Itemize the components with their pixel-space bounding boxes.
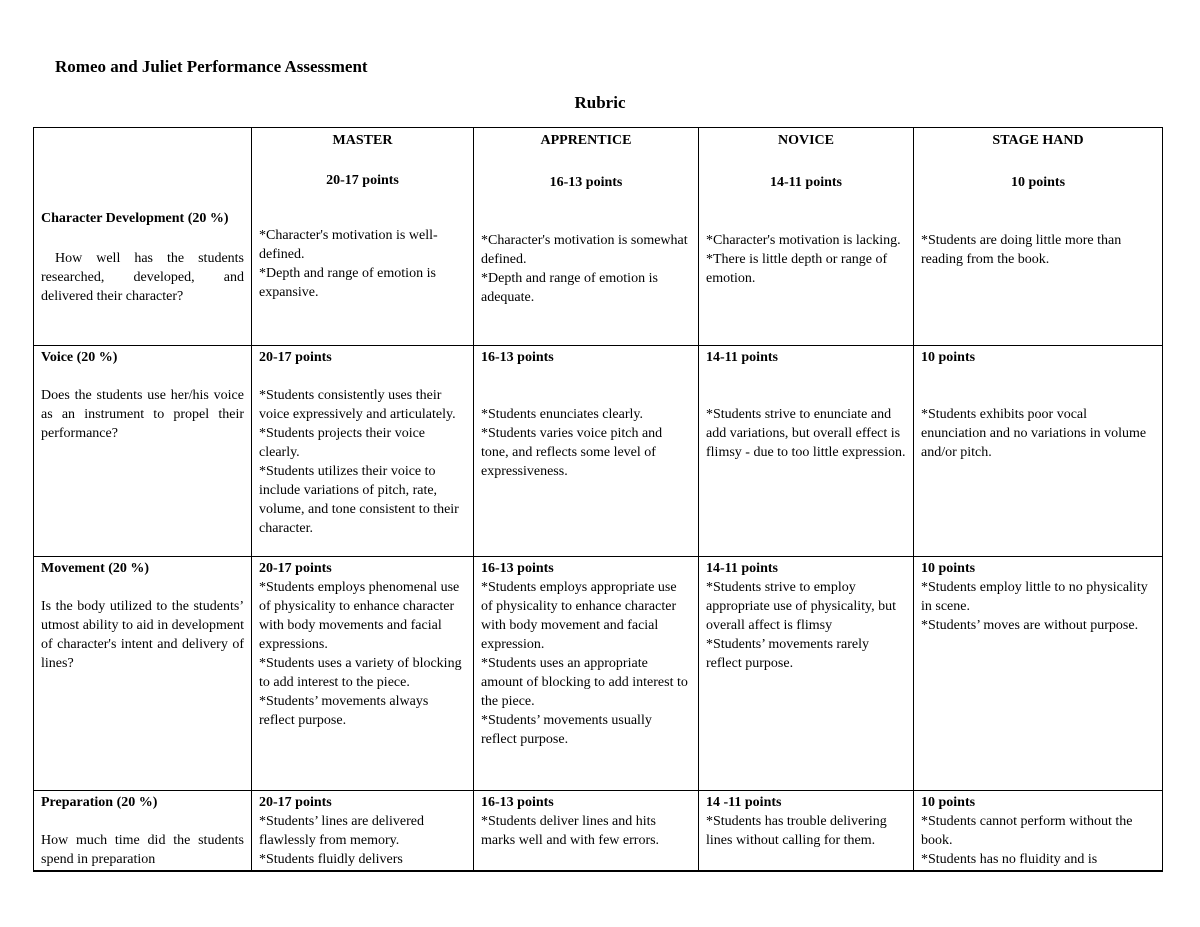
level-cell-novice	[699, 128, 914, 346]
level-points: 10 points	[1010, 175, 1066, 190]
rubric-table	[33, 127, 1163, 872]
cell-points: 16-13 points	[481, 350, 554, 365]
cell-points: 20-17 points	[259, 795, 332, 810]
descriptor: *Students’ movements usually reflect purpose.	[481, 713, 652, 747]
descriptor: *There is little depth or range of emotion.	[706, 252, 888, 286]
criterion-name: Voice (20 %)	[41, 350, 118, 365]
level-cell-apprentice	[474, 128, 699, 346]
cell-points: 20-17 points	[259, 561, 332, 576]
level-name: STAGE HAND	[992, 133, 1084, 148]
descriptor: *Students’ movements rarely reflect purpose.	[706, 637, 870, 671]
criterion-question: Does the students use her/his voice as an instrument to propel their performance?	[41, 388, 244, 441]
descriptor: *Students’ moves are without purpose.	[921, 618, 1139, 633]
descriptor-cell	[474, 791, 699, 871]
criterion-cell	[34, 557, 252, 791]
descriptor: *Character's motivation is well-defined.	[259, 228, 438, 262]
descriptor: *Students exhibits poor vocal enunciation and no variations in volume and/or pitch.	[921, 407, 1147, 460]
level-points: 14-11 points	[770, 175, 842, 190]
criterion-question: How much time did the students spend in preparation	[41, 833, 244, 867]
descriptor: *Character's motivation is lacking.	[706, 233, 901, 248]
criterion-question: Is the body utilized to the students’ utmost ability to aid in development of character's intent and delivery of lines?	[41, 599, 244, 671]
level-name: MASTER	[332, 133, 393, 148]
descriptor: *Students employs appropriate use of physicality to enhance character with body movement and facial expression.	[481, 580, 677, 652]
descriptor-cell	[914, 346, 1163, 557]
cell-points: 16-13 points	[481, 561, 554, 576]
descriptor-cell	[914, 557, 1163, 791]
descriptor: *Students uses a variety of blocking to add interest to the piece.	[259, 656, 462, 690]
descriptor-cell	[914, 791, 1163, 871]
table-row	[34, 557, 1163, 791]
descriptor-cell	[252, 557, 474, 791]
cell-points: 14-11 points	[706, 350, 778, 365]
descriptor: *Students deliver lines and hits marks well and with few errors.	[481, 814, 660, 848]
descriptor: *Students’ lines are delivered flawlessly from memory.	[259, 814, 424, 848]
cell-points: 10 points	[921, 795, 976, 810]
criterion-name: Character Development (20 %)	[41, 211, 229, 226]
table-row	[34, 791, 1163, 871]
cell-points: 10 points	[921, 561, 976, 576]
descriptor-cell	[699, 557, 914, 791]
table-row	[34, 128, 1163, 346]
cell-points: 14 -11 points	[706, 795, 782, 810]
level-name: NOVICE	[777, 133, 834, 148]
descriptor: *Students projects their voice clearly.	[259, 426, 426, 460]
descriptor: *Depth and range of emotion is expansive.	[259, 266, 436, 300]
descriptor-cell	[252, 346, 474, 557]
level-points: 16-13 points	[549, 175, 623, 190]
table-row	[34, 346, 1163, 557]
criterion-name: Preparation (20 %)	[41, 795, 158, 810]
descriptor: *Students varies voice pitch and tone, and reflects some level of expressiveness.	[481, 426, 663, 479]
descriptor: *Students uses an appropriate amount of blocking to add interest to the piece.	[481, 656, 688, 709]
level-name: APPRENTICE	[540, 133, 632, 148]
cell-points: 16-13 points	[481, 795, 554, 810]
descriptor: *Students strive to enunciate and add variations, but overall effect is flimsy - due to too little expression.	[706, 407, 906, 460]
level-cell-stage-hand	[914, 128, 1163, 346]
descriptor: *Students consistently uses their voice expressively and articulately.	[259, 388, 456, 422]
descriptor-cell	[699, 346, 914, 557]
descriptor: *Students enunciates clearly.	[481, 407, 643, 422]
level-cell-master	[252, 128, 474, 346]
descriptor: *Students cannot perform without the book.	[921, 814, 1133, 848]
descriptor-cell	[699, 791, 914, 871]
criterion-cell	[34, 791, 252, 871]
cell-points: 14-11 points	[706, 561, 778, 576]
descriptor-cell	[474, 557, 699, 791]
descriptor: *Students utilizes their voice to include variations of pitch, rate, volume, and tone consistent to their character.	[259, 464, 459, 536]
level-points: 20-17 points	[326, 173, 399, 188]
criterion-cell	[34, 128, 252, 346]
descriptor: *Students has trouble delivering lines without calling for them.	[706, 814, 887, 848]
descriptor: *Students strive to employ appropriate use of physicality, but overall affect is flimsy	[706, 580, 896, 633]
descriptor-cell	[474, 346, 699, 557]
document-title: Romeo and Juliet Performance Assessment	[55, 57, 368, 76]
descriptor: *Students fluidly delivers	[259, 852, 403, 867]
descriptor: *Character's motivation is somewhat defined.	[481, 233, 688, 267]
criterion-cell	[34, 346, 252, 557]
descriptor-cell	[252, 791, 474, 871]
rubric-heading: Rubric	[574, 93, 626, 112]
criterion-question: How well has the students researched, developed, and delivered their character?	[41, 251, 244, 304]
descriptor: *Students are doing little more than reading from the book.	[921, 233, 1122, 267]
descriptor: *Depth and range of emotion is adequate.	[481, 271, 658, 305]
descriptor: *Students employ little to no physicality in scene.	[921, 580, 1148, 614]
descriptor: *Students employs phenomenal use of physicality to enhance character with body movements and facial expressions.	[259, 580, 460, 652]
descriptor: *Students’ movements always reflect purpose.	[259, 694, 429, 728]
criterion-name: Movement (20 %)	[41, 561, 150, 576]
cell-points: 20-17 points	[259, 350, 332, 365]
cell-points: 10 points	[921, 350, 976, 365]
descriptor: *Students has no fluidity and is	[921, 852, 1098, 867]
